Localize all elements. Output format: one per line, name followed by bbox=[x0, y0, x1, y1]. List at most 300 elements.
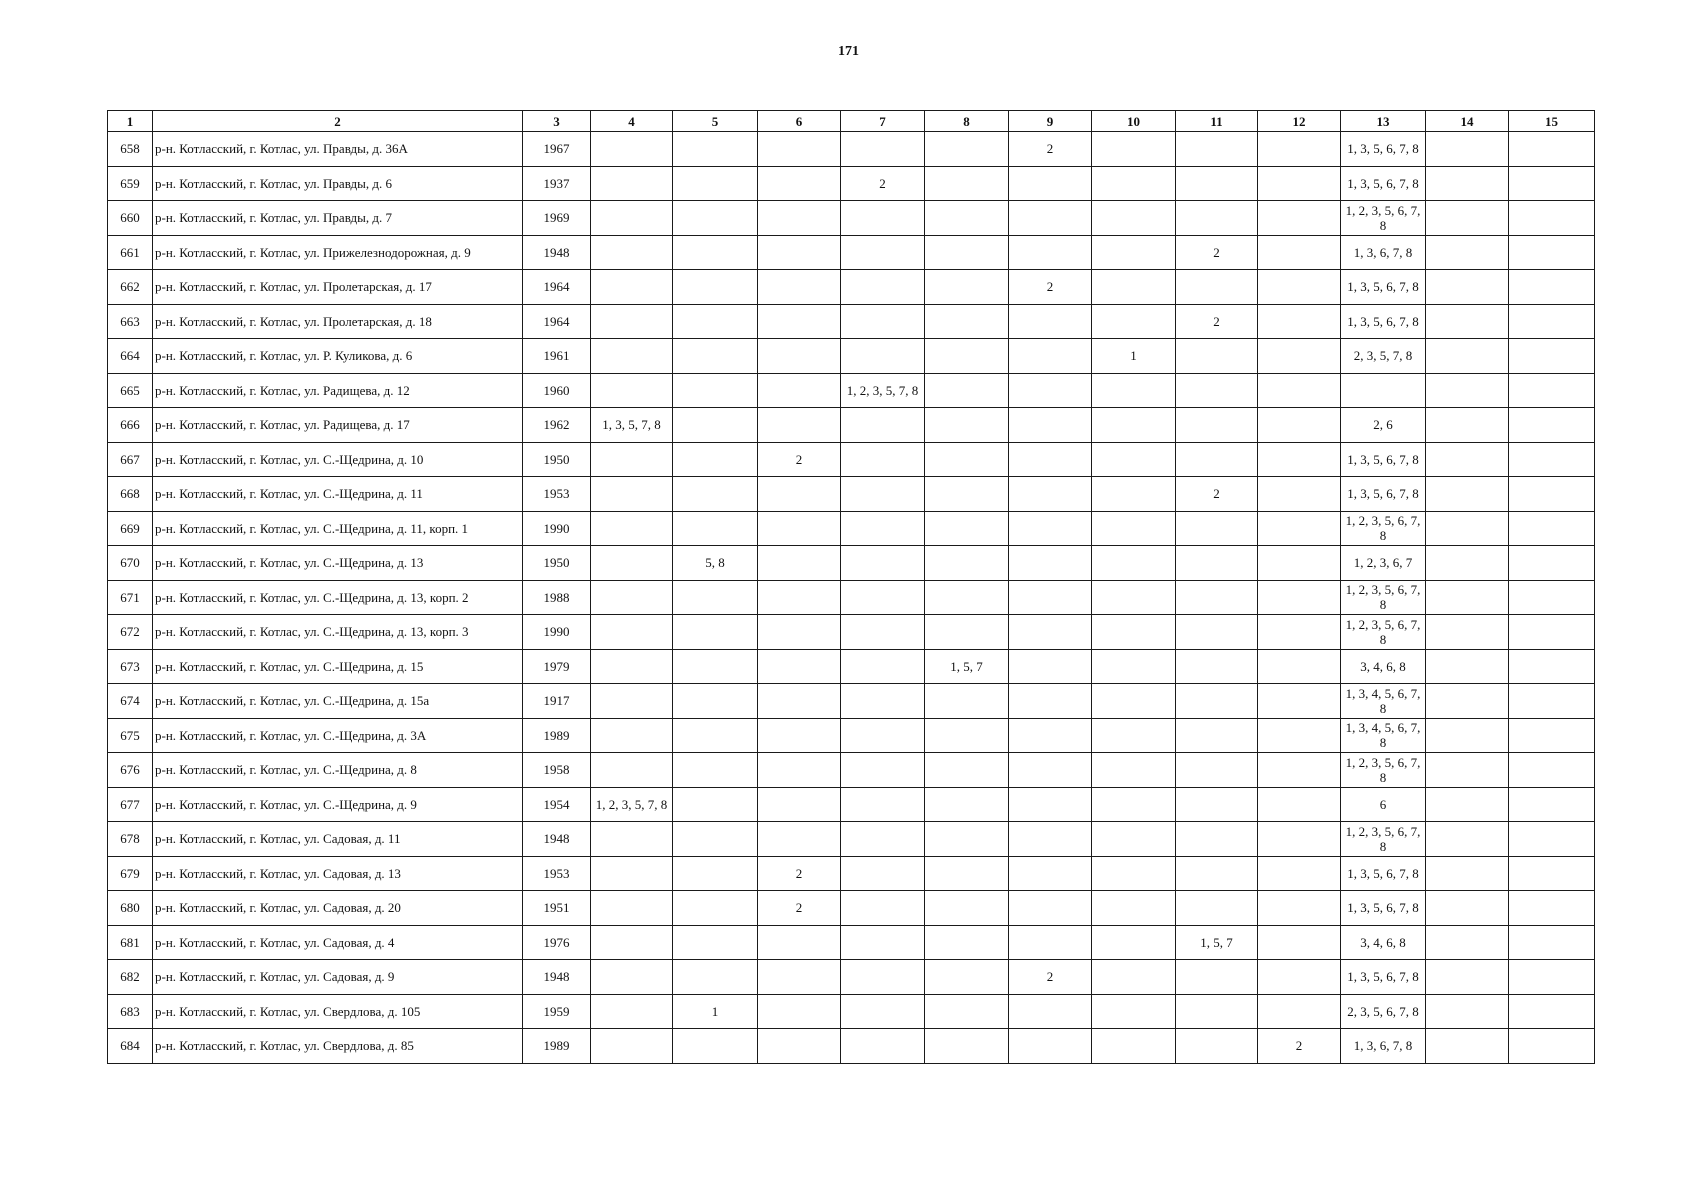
table-cell-col-11 bbox=[1176, 442, 1258, 477]
table-cell-col-7: 1, 2, 3, 5, 7, 8 bbox=[841, 373, 925, 408]
table-cell-col-10 bbox=[1092, 925, 1176, 960]
table-cell-col-15 bbox=[1509, 373, 1595, 408]
table-row bbox=[108, 235, 1595, 270]
table-cell-col-1: 673 bbox=[108, 649, 153, 684]
table-cell-col-15 bbox=[1509, 684, 1595, 719]
table-cell-col-7 bbox=[841, 891, 925, 926]
table-cell-col-1: 666 bbox=[108, 408, 153, 443]
table-cell-col-2: р-н. Котласский, г. Котлас, ул. Свердлова, д. 85 bbox=[153, 1029, 523, 1064]
table-cell-col-13: 1, 3, 5, 6, 7, 8 bbox=[1341, 270, 1426, 305]
table-row bbox=[108, 856, 1595, 891]
table-cell-col-12 bbox=[1258, 684, 1341, 719]
table-cell-col-14 bbox=[1426, 304, 1509, 339]
page-number: 171 bbox=[838, 44, 859, 59]
table-cell-col-7 bbox=[841, 132, 925, 167]
table-cell-col-2: р-н. Котласский, г. Котлас, ул. С.-Щедрина, д. 13, корп. 3 bbox=[153, 615, 523, 650]
table-cell-col-3: 1958 bbox=[523, 753, 591, 788]
table-cell-col-14 bbox=[1426, 339, 1509, 374]
table-cell-col-8 bbox=[925, 235, 1009, 270]
table-cell-col-3: 1950 bbox=[523, 442, 591, 477]
table-row bbox=[108, 442, 1595, 477]
table-cell-col-6 bbox=[758, 166, 841, 201]
table-cell-col-3: 1964 bbox=[523, 270, 591, 305]
table-cell-col-15 bbox=[1509, 304, 1595, 339]
table-cell-col-11 bbox=[1176, 856, 1258, 891]
table-cell-col-3: 1990 bbox=[523, 511, 591, 546]
table-row bbox=[108, 166, 1595, 201]
table-cell-col-4 bbox=[591, 511, 673, 546]
table-cell-col-13: 1, 3, 4, 5, 6, 7, 8 bbox=[1341, 718, 1426, 753]
table-cell-col-3: 1917 bbox=[523, 684, 591, 719]
table-cell-col-3: 1948 bbox=[523, 960, 591, 995]
column-header-9: 9 bbox=[1009, 111, 1092, 132]
table-cell-col-2: р-н. Котласский, г. Котлас, ул. С.-Щедрина, д. 3А bbox=[153, 718, 523, 753]
table-cell-col-2: р-н. Котласский, г. Котлас, ул. С.-Щедрина, д. 15 bbox=[153, 649, 523, 684]
table-cell-col-13: 1, 3, 5, 6, 7, 8 bbox=[1341, 132, 1426, 167]
table-cell-col-9: 2 bbox=[1009, 960, 1092, 995]
table-cell-col-7 bbox=[841, 960, 925, 995]
table-cell-col-11: 2 bbox=[1176, 304, 1258, 339]
table-cell-col-1: 678 bbox=[108, 822, 153, 857]
table-cell-col-4 bbox=[591, 649, 673, 684]
table-cell-col-7: 2 bbox=[841, 166, 925, 201]
table-cell-col-4 bbox=[591, 684, 673, 719]
table-cell-col-9 bbox=[1009, 994, 1092, 1029]
table-cell-col-9 bbox=[1009, 546, 1092, 581]
table-cell-col-7 bbox=[841, 718, 925, 753]
table-cell-col-14 bbox=[1426, 408, 1509, 443]
table-cell-col-4 bbox=[591, 1029, 673, 1064]
table-cell-col-11 bbox=[1176, 270, 1258, 305]
table-cell-col-12 bbox=[1258, 304, 1341, 339]
table-cell-col-9 bbox=[1009, 235, 1092, 270]
table-cell-col-10 bbox=[1092, 684, 1176, 719]
table-cell-col-8 bbox=[925, 580, 1009, 615]
table-cell-col-9 bbox=[1009, 856, 1092, 891]
table-cell-col-6 bbox=[758, 270, 841, 305]
table-cell-col-2: р-н. Котласский, г. Котлас, ул. Свердлова, д. 105 bbox=[153, 994, 523, 1029]
table-cell-col-10 bbox=[1092, 511, 1176, 546]
table-cell-col-6 bbox=[758, 132, 841, 167]
table-cell-col-9 bbox=[1009, 822, 1092, 857]
column-header-11: 11 bbox=[1176, 111, 1258, 132]
table-cell-col-10 bbox=[1092, 408, 1176, 443]
table-cell-col-3: 1953 bbox=[523, 477, 591, 512]
table-cell-col-5 bbox=[673, 925, 758, 960]
table-cell-col-13: 1, 3, 5, 6, 7, 8 bbox=[1341, 477, 1426, 512]
table-cell-col-3: 1948 bbox=[523, 235, 591, 270]
table-cell-col-14 bbox=[1426, 787, 1509, 822]
table-cell-col-14 bbox=[1426, 718, 1509, 753]
table-cell-col-6 bbox=[758, 1029, 841, 1064]
table-cell-col-12 bbox=[1258, 373, 1341, 408]
table-cell-col-5 bbox=[673, 477, 758, 512]
table-cell-col-8 bbox=[925, 891, 1009, 926]
table-cell-col-8 bbox=[925, 546, 1009, 581]
table-cell-col-14 bbox=[1426, 132, 1509, 167]
table-cell-col-9 bbox=[1009, 511, 1092, 546]
table-cell-col-4 bbox=[591, 304, 673, 339]
table-cell-col-15 bbox=[1509, 649, 1595, 684]
table-cell-col-7 bbox=[841, 684, 925, 719]
table-cell-col-4 bbox=[591, 753, 673, 788]
table-cell-col-8 bbox=[925, 477, 1009, 512]
table-cell-col-12 bbox=[1258, 270, 1341, 305]
table-cell-col-5 bbox=[673, 580, 758, 615]
table-cell-col-5 bbox=[673, 960, 758, 995]
table-cell-col-4 bbox=[591, 201, 673, 236]
table-cell-col-3: 1937 bbox=[523, 166, 591, 201]
table-cell-col-15 bbox=[1509, 442, 1595, 477]
table-row bbox=[108, 477, 1595, 512]
table-cell-col-1: 667 bbox=[108, 442, 153, 477]
table-cell-col-6 bbox=[758, 684, 841, 719]
table-cell-col-9 bbox=[1009, 615, 1092, 650]
table-cell-col-15 bbox=[1509, 960, 1595, 995]
table-cell-col-15 bbox=[1509, 822, 1595, 857]
table-cell-col-13: 2, 3, 5, 6, 7, 8 bbox=[1341, 994, 1426, 1029]
table-cell-col-9 bbox=[1009, 339, 1092, 374]
table-cell-col-12 bbox=[1258, 408, 1341, 443]
table-cell-col-10 bbox=[1092, 304, 1176, 339]
table-cell-col-11 bbox=[1176, 684, 1258, 719]
table-cell-col-5 bbox=[673, 339, 758, 374]
table-cell-col-11 bbox=[1176, 166, 1258, 201]
column-header-10: 10 bbox=[1092, 111, 1176, 132]
table-cell-col-1: 683 bbox=[108, 994, 153, 1029]
table-cell-col-3: 1962 bbox=[523, 408, 591, 443]
table-cell-col-4 bbox=[591, 580, 673, 615]
table-cell-col-5 bbox=[673, 201, 758, 236]
table-cell-col-10: 1 bbox=[1092, 339, 1176, 374]
table-cell-col-11 bbox=[1176, 373, 1258, 408]
table-cell-col-15 bbox=[1509, 1029, 1595, 1064]
table-cell-col-8 bbox=[925, 339, 1009, 374]
table-row bbox=[108, 960, 1595, 995]
table-cell-col-7 bbox=[841, 511, 925, 546]
table-cell-col-4 bbox=[591, 960, 673, 995]
table-cell-col-5 bbox=[673, 684, 758, 719]
table-cell-col-4 bbox=[591, 994, 673, 1029]
table-cell-col-11: 2 bbox=[1176, 235, 1258, 270]
table-row bbox=[108, 925, 1595, 960]
table-cell-col-11 bbox=[1176, 1029, 1258, 1064]
table-cell-col-9 bbox=[1009, 373, 1092, 408]
table-cell-col-7 bbox=[841, 1029, 925, 1064]
table-cell-col-15 bbox=[1509, 580, 1595, 615]
table-cell-col-1: 664 bbox=[108, 339, 153, 374]
table-cell-col-10 bbox=[1092, 442, 1176, 477]
table-cell-col-4: 1, 3, 5, 7, 8 bbox=[591, 408, 673, 443]
table-cell-col-8 bbox=[925, 856, 1009, 891]
table-cell-col-1: 681 bbox=[108, 925, 153, 960]
table-cell-col-13: 1, 3, 6, 7, 8 bbox=[1341, 235, 1426, 270]
table-cell-col-1: 682 bbox=[108, 960, 153, 995]
table-cell-col-12 bbox=[1258, 649, 1341, 684]
table-cell-col-12 bbox=[1258, 132, 1341, 167]
table-cell-col-14 bbox=[1426, 615, 1509, 650]
table-cell-col-7 bbox=[841, 270, 925, 305]
table-cell-col-11 bbox=[1176, 787, 1258, 822]
table-cell-col-3: 1969 bbox=[523, 201, 591, 236]
table-cell-col-9 bbox=[1009, 649, 1092, 684]
table-row bbox=[108, 615, 1595, 650]
table-cell-col-13: 1, 3, 5, 6, 7, 8 bbox=[1341, 856, 1426, 891]
table-cell-col-2: р-н. Котласский, г. Котлас, ул. С.-Щедрина, д. 13, корп. 2 bbox=[153, 580, 523, 615]
column-header-7: 7 bbox=[841, 111, 925, 132]
table-cell-col-8 bbox=[925, 511, 1009, 546]
table-cell-col-9 bbox=[1009, 477, 1092, 512]
table-cell-col-8 bbox=[925, 304, 1009, 339]
table-cell-col-5 bbox=[673, 822, 758, 857]
table-cell-col-3: 1964 bbox=[523, 304, 591, 339]
table-cell-col-11 bbox=[1176, 718, 1258, 753]
table-cell-col-8 bbox=[925, 408, 1009, 443]
table-cell-col-3: 1988 bbox=[523, 580, 591, 615]
table-cell-col-9 bbox=[1009, 684, 1092, 719]
table-cell-col-5: 1 bbox=[673, 994, 758, 1029]
table-cell-col-13: 3, 4, 6, 8 bbox=[1341, 925, 1426, 960]
table-cell-col-2: р-н. Котласский, г. Котлас, ул. Радищева, д. 17 bbox=[153, 408, 523, 443]
table-row bbox=[108, 891, 1595, 926]
table-cell-col-10 bbox=[1092, 235, 1176, 270]
table-row bbox=[108, 718, 1595, 753]
table-cell-col-2: р-н. Котласский, г. Котлас, ул. С.-Щедрина, д. 8 bbox=[153, 753, 523, 788]
table-cell-col-14 bbox=[1426, 580, 1509, 615]
table-cell-col-10 bbox=[1092, 994, 1176, 1029]
table-cell-col-8 bbox=[925, 822, 1009, 857]
table-row bbox=[108, 994, 1595, 1029]
table-cell-col-11: 1, 5, 7 bbox=[1176, 925, 1258, 960]
table-cell-col-13: 1, 2, 3, 5, 6, 7, 8 bbox=[1341, 615, 1426, 650]
table-cell-col-14 bbox=[1426, 822, 1509, 857]
table-cell-col-4 bbox=[591, 856, 673, 891]
table-cell-col-2: р-н. Котласский, г. Котлас, ул. Садовая, д. 4 bbox=[153, 925, 523, 960]
table-cell-col-5 bbox=[673, 787, 758, 822]
table-cell-col-11 bbox=[1176, 132, 1258, 167]
table-row bbox=[108, 201, 1595, 236]
table-cell-col-6 bbox=[758, 235, 841, 270]
table-cell-col-3: 1951 bbox=[523, 891, 591, 926]
table-cell-col-9 bbox=[1009, 891, 1092, 926]
table-cell-col-4 bbox=[591, 477, 673, 512]
table-row bbox=[108, 270, 1595, 305]
table-cell-col-6: 2 bbox=[758, 442, 841, 477]
table-cell-col-11 bbox=[1176, 408, 1258, 443]
table-cell-col-11 bbox=[1176, 822, 1258, 857]
table-cell-col-14 bbox=[1426, 546, 1509, 581]
table-cell-col-4 bbox=[591, 891, 673, 926]
table-cell-col-14 bbox=[1426, 373, 1509, 408]
table-cell-col-6 bbox=[758, 339, 841, 374]
table-cell-col-3: 1948 bbox=[523, 822, 591, 857]
table-cell-col-5 bbox=[673, 373, 758, 408]
table-row bbox=[108, 580, 1595, 615]
table-cell-col-9: 2 bbox=[1009, 132, 1092, 167]
table-cell-col-14 bbox=[1426, 891, 1509, 926]
table-cell-col-4 bbox=[591, 822, 673, 857]
table-cell-col-3: 1979 bbox=[523, 649, 591, 684]
table-cell-col-13: 2, 3, 5, 7, 8 bbox=[1341, 339, 1426, 374]
table-cell-col-2: р-н. Котласский, г. Котлас, ул. Правды, д. 7 bbox=[153, 201, 523, 236]
table-cell-col-15 bbox=[1509, 753, 1595, 788]
table-cell-col-11 bbox=[1176, 649, 1258, 684]
table-cell-col-11 bbox=[1176, 615, 1258, 650]
table-cell-col-4 bbox=[591, 442, 673, 477]
table-cell-col-12 bbox=[1258, 960, 1341, 995]
table-cell-col-2: р-н. Котласский, г. Котлас, ул. Правды, д. 6 bbox=[153, 166, 523, 201]
table-cell-col-3: 1989 bbox=[523, 1029, 591, 1064]
table-cell-col-13: 1, 2, 3, 5, 6, 7, 8 bbox=[1341, 511, 1426, 546]
table-cell-col-2: р-н. Котласский, г. Котлас, ул. С.-Щедрина, д. 13 bbox=[153, 546, 523, 581]
table-cell-col-1: 659 bbox=[108, 166, 153, 201]
table-cell-col-13: 1, 2, 3, 5, 6, 7, 8 bbox=[1341, 580, 1426, 615]
table-cell-col-13: 3, 4, 6, 8 bbox=[1341, 649, 1426, 684]
column-header-13: 13 bbox=[1341, 111, 1426, 132]
table-cell-col-13 bbox=[1341, 373, 1426, 408]
table-row bbox=[108, 511, 1595, 546]
column-header-15: 15 bbox=[1509, 111, 1595, 132]
table-cell-col-13: 1, 3, 5, 6, 7, 8 bbox=[1341, 442, 1426, 477]
table-cell-col-15 bbox=[1509, 856, 1595, 891]
table-cell-col-2: р-н. Котласский, г. Котлас, ул. С.-Щедрина, д. 10 bbox=[153, 442, 523, 477]
table-cell-col-4 bbox=[591, 339, 673, 374]
table-cell-col-14 bbox=[1426, 270, 1509, 305]
table-cell-col-5 bbox=[673, 132, 758, 167]
table-cell-col-7 bbox=[841, 235, 925, 270]
table-cell-col-15 bbox=[1509, 787, 1595, 822]
table-cell-col-1: 676 bbox=[108, 753, 153, 788]
table-cell-col-13: 2, 6 bbox=[1341, 408, 1426, 443]
table-cell-col-6 bbox=[758, 787, 841, 822]
table-cell-col-2: р-н. Котласский, г. Котлас, ул. С.-Щедрина, д. 15а bbox=[153, 684, 523, 719]
table-row bbox=[108, 787, 1595, 822]
table-cell-col-6 bbox=[758, 925, 841, 960]
table-cell-col-12 bbox=[1258, 787, 1341, 822]
table-cell-col-11 bbox=[1176, 960, 1258, 995]
table-row bbox=[108, 408, 1595, 443]
table-cell-col-10 bbox=[1092, 753, 1176, 788]
table-cell-col-7 bbox=[841, 649, 925, 684]
table-cell-col-12 bbox=[1258, 235, 1341, 270]
table-cell-col-15 bbox=[1509, 132, 1595, 167]
table-cell-col-1: 677 bbox=[108, 787, 153, 822]
table-cell-col-1: 671 bbox=[108, 580, 153, 615]
table-cell-col-5 bbox=[673, 891, 758, 926]
table-cell-col-9 bbox=[1009, 580, 1092, 615]
table-cell-col-10 bbox=[1092, 960, 1176, 995]
table-cell-col-9 bbox=[1009, 408, 1092, 443]
table-cell-col-9 bbox=[1009, 925, 1092, 960]
table-cell-col-5 bbox=[673, 270, 758, 305]
table-cell-col-8 bbox=[925, 132, 1009, 167]
table-cell-col-15 bbox=[1509, 339, 1595, 374]
table-cell-col-15 bbox=[1509, 408, 1595, 443]
table-cell-col-1: 672 bbox=[108, 615, 153, 650]
table-cell-col-5 bbox=[673, 753, 758, 788]
table-cell-col-15 bbox=[1509, 718, 1595, 753]
table-cell-col-11 bbox=[1176, 580, 1258, 615]
table-cell-col-15 bbox=[1509, 166, 1595, 201]
table-cell-col-3: 1960 bbox=[523, 373, 591, 408]
table-cell-col-11 bbox=[1176, 891, 1258, 926]
table-cell-col-9 bbox=[1009, 787, 1092, 822]
table-cell-col-12 bbox=[1258, 546, 1341, 581]
table-cell-col-7 bbox=[841, 925, 925, 960]
table-cell-col-8 bbox=[925, 442, 1009, 477]
table-cell-col-15 bbox=[1509, 477, 1595, 512]
table-cell-col-6: 2 bbox=[758, 856, 841, 891]
table-cell-col-8 bbox=[925, 684, 1009, 719]
table-cell-col-15 bbox=[1509, 270, 1595, 305]
table-cell-col-14 bbox=[1426, 925, 1509, 960]
table-cell-col-12 bbox=[1258, 511, 1341, 546]
table-cell-col-14 bbox=[1426, 649, 1509, 684]
table-cell-col-6 bbox=[758, 615, 841, 650]
table-cell-col-2: р-н. Котласский, г. Котлас, ул. С.-Щедрина, д. 11, корп. 1 bbox=[153, 511, 523, 546]
table-cell-col-4 bbox=[591, 166, 673, 201]
table-cell-col-6 bbox=[758, 960, 841, 995]
table-cell-col-9 bbox=[1009, 304, 1092, 339]
table-cell-col-11 bbox=[1176, 546, 1258, 581]
table-cell-col-3: 1990 bbox=[523, 615, 591, 650]
table-cell-col-6 bbox=[758, 511, 841, 546]
table-cell-col-10 bbox=[1092, 1029, 1176, 1064]
table-cell-col-2: р-н. Котласский, г. Котлас, ул. Р. Куликова, д. 6 bbox=[153, 339, 523, 374]
table-row bbox=[108, 339, 1595, 374]
table-cell-col-10 bbox=[1092, 270, 1176, 305]
table-header-row bbox=[108, 111, 1595, 132]
table-cell-col-10 bbox=[1092, 787, 1176, 822]
table-cell-col-12 bbox=[1258, 822, 1341, 857]
table-cell-col-13: 1, 3, 4, 5, 6, 7, 8 bbox=[1341, 684, 1426, 719]
table-cell-col-15 bbox=[1509, 615, 1595, 650]
column-header-6: 6 bbox=[758, 111, 841, 132]
table-cell-col-7 bbox=[841, 477, 925, 512]
table-cell-col-12 bbox=[1258, 615, 1341, 650]
table-cell-col-12 bbox=[1258, 442, 1341, 477]
table-cell-col-8 bbox=[925, 787, 1009, 822]
table-cell-col-6 bbox=[758, 580, 841, 615]
table-cell-col-15 bbox=[1509, 891, 1595, 926]
table-cell-col-1: 680 bbox=[108, 891, 153, 926]
table-cell-col-15 bbox=[1509, 235, 1595, 270]
table-cell-col-6 bbox=[758, 753, 841, 788]
table-cell-col-2: р-н. Котласский, г. Котлас, ул. Пролетарская, д. 17 bbox=[153, 270, 523, 305]
table-cell-col-13: 6 bbox=[1341, 787, 1426, 822]
table-cell-col-6 bbox=[758, 373, 841, 408]
table-cell-col-13: 1, 2, 3, 5, 6, 7, 8 bbox=[1341, 201, 1426, 236]
table-cell-col-5 bbox=[673, 166, 758, 201]
table-cell-col-2: р-н. Котласский, г. Котлас, ул. Садовая, д. 9 bbox=[153, 960, 523, 995]
table-row bbox=[108, 373, 1595, 408]
table-cell-col-3: 1976 bbox=[523, 925, 591, 960]
table-cell-col-6 bbox=[758, 822, 841, 857]
table-cell-col-15 bbox=[1509, 994, 1595, 1029]
table-cell-col-14 bbox=[1426, 960, 1509, 995]
table-cell-col-14 bbox=[1426, 511, 1509, 546]
table-cell-col-9 bbox=[1009, 442, 1092, 477]
table-cell-col-2: р-н. Котласский, г. Котлас, ул. Садовая, д. 13 bbox=[153, 856, 523, 891]
table-cell-col-12 bbox=[1258, 580, 1341, 615]
table-cell-col-15 bbox=[1509, 511, 1595, 546]
table-cell-col-8 bbox=[925, 753, 1009, 788]
table-cell-col-6 bbox=[758, 718, 841, 753]
table-cell-col-2: р-н. Котласский, г. Котлас, ул. Прижелезнодорожная, д. 9 bbox=[153, 235, 523, 270]
table-cell-col-12 bbox=[1258, 856, 1341, 891]
table-cell-col-1: 665 bbox=[108, 373, 153, 408]
table-cell-col-12 bbox=[1258, 166, 1341, 201]
